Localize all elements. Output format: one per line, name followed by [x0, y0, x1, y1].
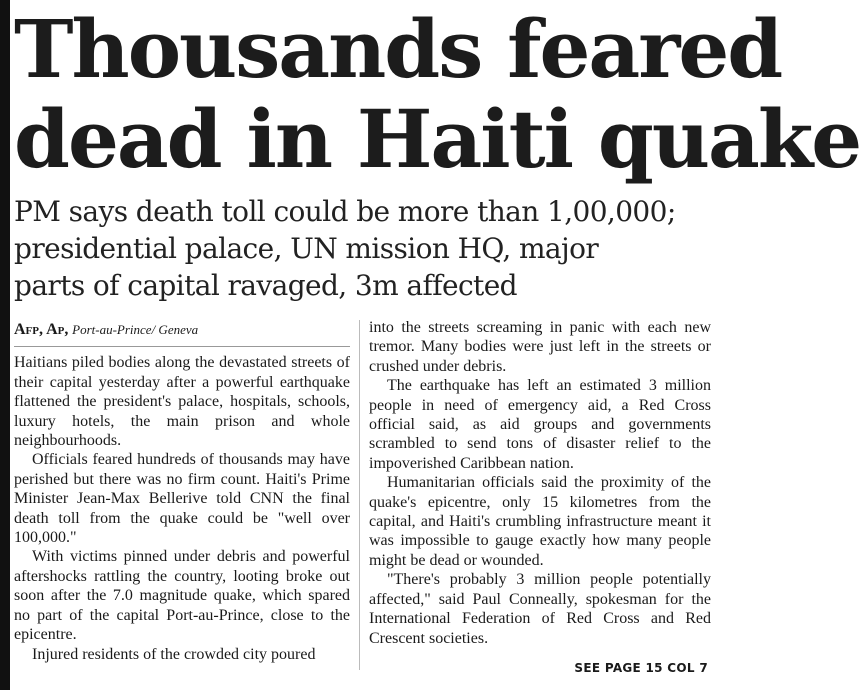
subhead-line-3: parts of capital ravaged, 3m affected — [14, 269, 517, 302]
subhead-line-1: PM says death toll could be more than 1,00,000; — [14, 195, 676, 228]
article-paragraph-3: With victims pinned under debris and powerful aftershocks rattling the country, looting broke out soon after the 7.0 magnitude quake, which spared no part of the capital Port-au-Prince, close to the epicentre. — [14, 548, 350, 644]
headline-line-1: Thousands feared — [14, 2, 782, 96]
subhead-line-2: presidential palace, UN mission HQ, major — [14, 232, 599, 265]
headline-line-2: dead in Haiti quake — [14, 92, 860, 186]
article-paragraph-6: Humanitarian officials said the proximity of the quake's epicentre, only 15 kilometres from the capital, and Haiti's crumbling infrastructure meant it was impossible to gauge exactly how many people might be dead or wounded. — [369, 474, 711, 569]
column-divider — [359, 320, 360, 670]
subheadline — [14, 193, 714, 304]
article-column-right — [369, 318, 711, 648]
article-paragraph-1: Haitians piled bodies along the devastated streets of their capital yesterday after a powerful earthquake flattened the president's palace, hospitals, schools, luxury hotels, the main prison and whole neighbourhoods. — [14, 354, 350, 450]
article-paragraph-2: Officials feared hundreds of thousands may have perished but there was no firm count. Haiti's Prime Minister Jean-Max Bellerive told CNN the final death toll from the quake could be "well over 100,000." — [14, 451, 350, 547]
byline-agencies: Afp, Ap, — [14, 321, 69, 338]
byline-location: Port-au-Prince/ Geneva — [72, 322, 199, 337]
jump-reference: SEE PAGE 15 COL 7 — [574, 661, 708, 675]
article-paragraph-5: The earthquake has left an estimated 3 million people in need of emergency aid, a Red Cross official said, as aid groups and governments scrambled to send tons of disaster relief to the impoverished Caribbean nation. — [369, 377, 711, 472]
headline — [14, 2, 860, 186]
article-paragraph-7: "There's probably 3 million people potentially affected," said Paul Conneally, spokesman for the International Federation of Red Cross and Red Crescent societies. — [369, 571, 711, 647]
article-paragraph-4-continued: into the streets screaming in panic with each new tremor. Many bodies were just left in the streets or crushed under debris. — [369, 319, 711, 375]
article-column-left — [14, 320, 350, 664]
byline — [14, 320, 350, 347]
left-margin-rule — [0, 0, 10, 690]
article-paragraph-4: Injured residents of the crowded city poured — [32, 645, 316, 663]
